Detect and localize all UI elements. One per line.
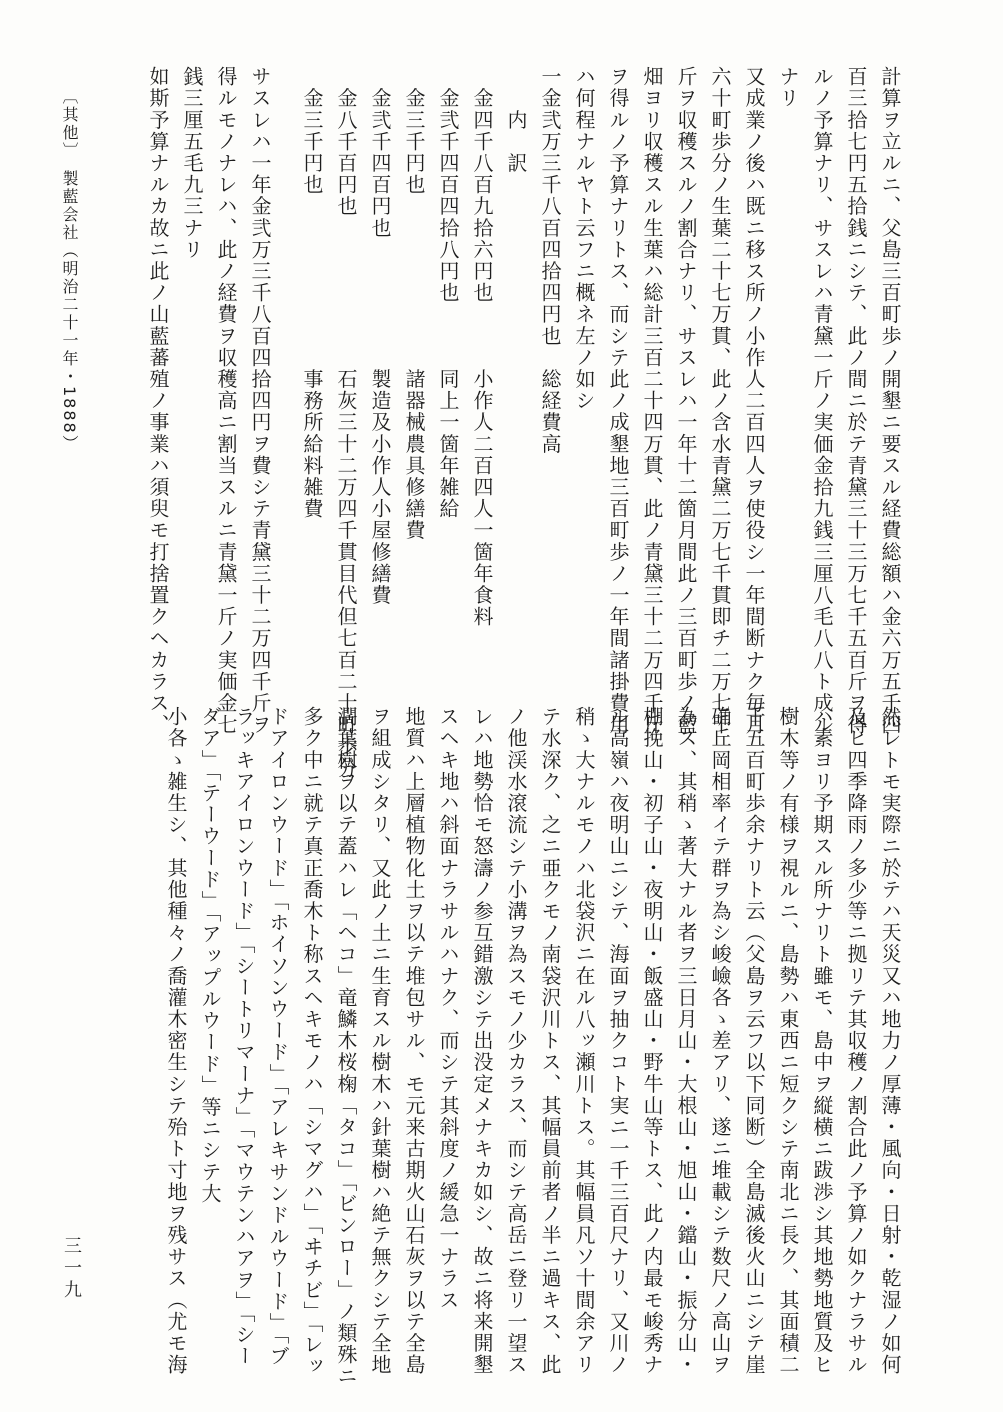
text-column: ノ他渓水滾流シテ小溝ヲ為スモノ少カラス、而シテ高岳ニ登リ一望ス [504, 706, 528, 1376]
text-column: 百三拾七円五拾銭ニシテ、此ノ間ニ於テ青黛三十三万七千五百斤ヲ得 [844, 66, 868, 736]
text-column: 斤ヲ収穫スルノ割合ナリ、サスレハ一年十二箇月間此ノ三百町歩ノ藍 [674, 66, 698, 736]
text-column: 計算ヲ立ルニ、父島三百町歩ノ開墾ニ要スル経費総額ハ金六万五千四 [878, 66, 902, 736]
text-column: ダア」「テーウード」「アップルウード」等ニシテ大 [198, 706, 222, 1205]
cost-item: 金八千百円也 石灰三十二万四千貫目代但七百二十町歩分 [334, 66, 358, 779]
text-column: 得ルモノナレハ、此ノ経費ヲ収穫高ニ割当スルニ青黛一斤ノ実価金七 [214, 66, 238, 736]
text-column: ハ素ヨリ予期スル所ナリト雖モ、島中ヲ縦横ニ跋渉シ其地勢地質及ヒ [810, 706, 834, 1376]
text-column: ナリ [776, 66, 800, 110]
text-column: 濶葉樹ヲ以テ蓋ハレ「ヘコ」竜鱗木桜椈「タコ」「ビンロー」ノ類殊ニ [334, 706, 358, 1388]
text-column: ドアイロンウード」「ホイソンウード」「アレキサンドルウード」「ブ [266, 706, 290, 1368]
text-column: 千五百町歩余ナリト云（父島ヲ云フ以下同断）全島滅後火山ニシテ崖 [742, 706, 766, 1376]
text-column: 銭三厘五毛九三ナリ [180, 66, 204, 261]
running-header: 〔其他〕 製藍会社（明治二十一年・1888） [60, 88, 79, 453]
text-column: 及ヒ四季降雨ノ多少等ニ拠リテ其収穫ノ割合此ノ予算ノ如クナラサル [844, 706, 868, 1376]
text-column: 樹木等ノ有様ヲ視ルニ、島勢ハ東西ニ短クシテ南北ニ長ク、其面積二 [776, 706, 800, 1376]
text-column: 棚挽山・初子山・夜明山・飯盛山・野牛山等トス、此ノ内最モ峻秀ナ [640, 706, 664, 1376]
text-column: ルノ予算ナリ、サスレハ青黛一斤ノ実価金拾九銭三厘八毛八八ト成ル [810, 66, 834, 736]
total-cost-line: 一金弐万三千八百四拾四円也 総経費高 [538, 66, 562, 455]
text-column: 多ク中ニ就テ真正喬木ト称スヘキモノハ「シマグハ」「ヰチビ」「レッ [300, 706, 324, 1378]
text-column: 然レトモ実際ニ於テハ天災又ハ地力ノ厚薄・風向・日射・乾湿ノ如何 [878, 706, 902, 1376]
text-column: 六十町歩分ノ生葉二十七万貫、此ノ含水青黛二万七千貫即チ二万七千 [708, 66, 732, 736]
text-column: 如斯予算ナルカ故ニ此ノ山藍蕃殖ノ事業ハ須臾モ打捨置クヘカラス、 [146, 66, 170, 736]
cost-item: 金弐千四百四拾八円也 同上一箇年雑給 [436, 66, 460, 520]
text-column: ハ何程ナルヤト云フニ概ネ左ノ如シ [572, 66, 596, 412]
text-column: 畑ヨリ収穫スル生葉ハ総計三百二十四万貫、此ノ青黛三十二万四千斤 [640, 66, 664, 736]
text-column: ル高嶺ハ夜明山ニシテ、海面ヲ抽クコト実ニ一千三百尺ナリ、又川ノ [606, 706, 630, 1376]
text-column: サスレハ一年金弐万三千八百四拾四円ヲ費シテ青黛三十二万四千斤ヲ [248, 66, 272, 736]
text-column: 小各ゝ雑生シ、其他種々ノ喬灌木密生シテ殆ト寸地ヲ残サス（尤モ海 [164, 706, 188, 1376]
text-column: 地質ハ上層植物化土ヲ以テ堆包サル、モ元来古期火山石灰ヲ以テ全島 [402, 706, 426, 1376]
text-column: 為ス、其稍ゝ著大ナル者ヲ三日月山・大根山・旭山・鐺山・振分山・ [674, 706, 698, 1376]
text-column: 确丘岡相率イテ群ヲ為シ峻嶮各ゝ差アリ、遂ニ堆載シテ数尺ノ高山ヲ [708, 706, 732, 1376]
text-column: スヘキ地ハ斜面ナラサルハナク、而シテ其斜度ノ緩急一ナラス [436, 706, 460, 1311]
text-column: ヲ得ルノ予算ナリトス、而シテ此ノ成墾地三百町歩ノ一年間諸掛費用 [606, 66, 630, 736]
text-column: 稍ゝ大ナルモノハ北袋沢ニ在ル八ッ瀬川トス。其幅員凡ソ十間余アリ [572, 706, 596, 1376]
text-column: 又成業ノ後ハ既ニ移ス所ノ小作人二百四人ヲ使役シ一年間断ナク毎月 [742, 66, 766, 736]
breakdown-heading: 内 訳 [504, 66, 528, 174]
page-number: 三一九 [61, 1236, 82, 1302]
cost-item: 金三千円也 事務所給料雑費 [300, 66, 324, 520]
text-column: ラッキアイロンウード」「シートリマーナ」「マウテンハアヲ」「シー [232, 706, 256, 1368]
cost-item: 金弐千四百円也 製造及小作人小屋修繕費 [368, 66, 392, 606]
text-column: テ水深ク、之ニ亜クモノ南袋沢川トス、其幅員前者ノ半ニ過キス、此 [538, 706, 562, 1376]
cost-item: 金三千円也 諸器械農具修繕費 [402, 66, 426, 542]
text-column: レハ地勢恰モ怒濤ノ参互錯激シテ出没定メナキカ如シ、故ニ将来開墾 [470, 706, 494, 1376]
cost-item: 金四千八百九拾六円也 小作人二百四人一箇年食料 [470, 66, 494, 628]
text-column: ヲ組成シタリ、又此ノ土ニ生育スル樹木ハ針葉樹ハ絶テ無クシテ全地 [368, 706, 392, 1376]
